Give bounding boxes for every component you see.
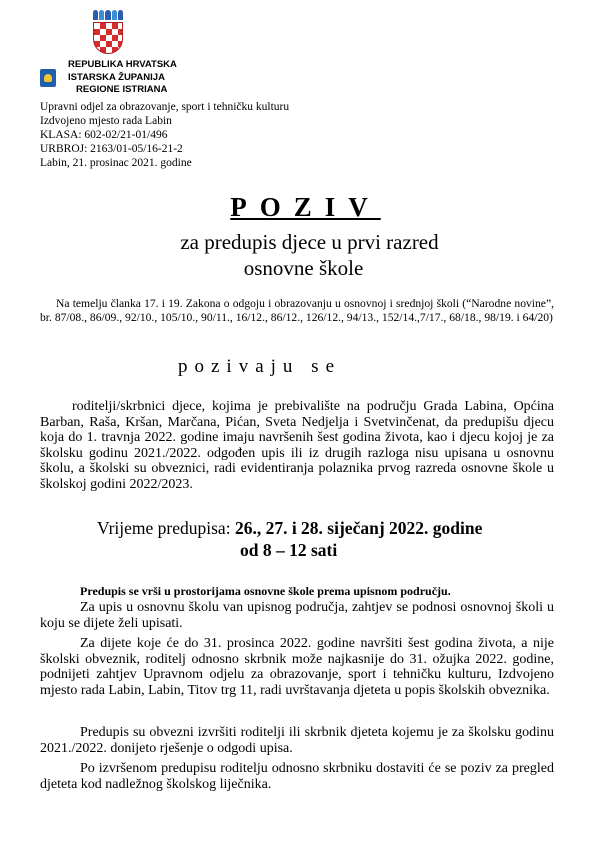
istria-goat-logo-icon bbox=[40, 69, 56, 87]
parents-paragraph: roditelji/skrbnici djece, kojima je prebivalište na području Grada Labina, Općina Barban, Raša, Kršan, Marčana, Pićan, Sveta Nedjelja i Svetvinčenat, da predupišu djecu koja do 1. travnja 2022. godine imaju navršenih šest godina života, kao i djecu kojoj je za školsku godinu 2021./2022. odgođen upis ili iz drugih razloga nisu upisana u osnovnu školu, a školski su obveznici, radi evidentiranja polaznika prvog razreda osnovne škole u školskoj godini 2022/2023. bbox=[40, 399, 554, 492]
invite-line: pozivaju se bbox=[178, 356, 342, 377]
location-notice: Predupis se vrši u prostorijama osnovne škole prema upisnom području. bbox=[80, 584, 451, 598]
legal-basis: Na temelju članka 17. i 19. Zakona o odgoju i obrazovanju u osnovnoj i srednjoj školi (“Narodne novine”, br. 87/08., 86/09., 92/10., 105/10., 90/11., 16/12., 86/12., 126/12., 94/13., 152/14.,7/17., 68/18., 98/19. i 64/20) bbox=[40, 297, 554, 324]
header-county: ISTARSKA ŽUPANIJA bbox=[68, 72, 165, 83]
office-date: Labin, 21. prosinac 2021. godine bbox=[40, 157, 192, 169]
paragraph-out-of-area: Za upis u osnovnu školu van upisnog područja, zahtjev se podnosi osnovnoj školi u koju se dijete želi upisati. bbox=[40, 600, 554, 631]
schedule-line bbox=[97, 518, 482, 539]
document-title: POZIV bbox=[230, 192, 381, 222]
header-region: REGIONE ISTRIANA bbox=[76, 84, 168, 95]
schedule-dates: 26., 27. i 28. siječanj 2022. godine bbox=[234, 518, 483, 538]
schedule-hours: od 8 – 12 sati bbox=[240, 540, 338, 560]
office-klasa: KLASA: 602-02/21-01/496 bbox=[40, 129, 168, 141]
paragraph-deferred: Predupis su obvezni izvršiti roditelji ili skrbnik djeteta kojemu je za školsku godinu 2021./2022. donijeto rješenje o odgodi upisa. bbox=[40, 725, 554, 756]
document-subtitle-line1: za predupis djece u prvi razred bbox=[180, 230, 439, 254]
office-department: Upravni odjel za obrazovanje, sport i tehničku kulturu bbox=[40, 101, 290, 113]
paragraph-medical-exam: Po izvršenom predupisu roditelju odnosno skrbniku dostaviti će se poziv za pregled djeteta kod nadležnog školskog liječnika. bbox=[40, 761, 554, 792]
document-subtitle-line2: osnovne škole bbox=[243, 256, 364, 280]
header-republic: REPUBLIKA HRVATSKA bbox=[68, 59, 177, 70]
schedule-label: Vrijeme predupisa: bbox=[97, 518, 231, 538]
office-urbroj: URBROJ: 2163/01-05/16-21-2 bbox=[40, 143, 183, 155]
paragraph-early-enrolment: Za dijete koje će do 31. prosinca 2022. godine navršiti šest godina života, a nije školski obveznik, roditelj odnosno skrbnik može najkasnije do 31. ožujka 2022. godine, podnijeti zahtjev Upravnom odjelu za obrazovanje, sport i tehničku kulturu, Izdvojeno mjesto rada Labin, Labin, Titov trg 11, radi uvrštavanja djeteta u popis školskih obveznika. bbox=[40, 636, 554, 698]
croatia-coat-of-arms-icon bbox=[93, 10, 123, 56]
office-location: Izdvojeno mjesto rada Labin bbox=[40, 115, 172, 127]
